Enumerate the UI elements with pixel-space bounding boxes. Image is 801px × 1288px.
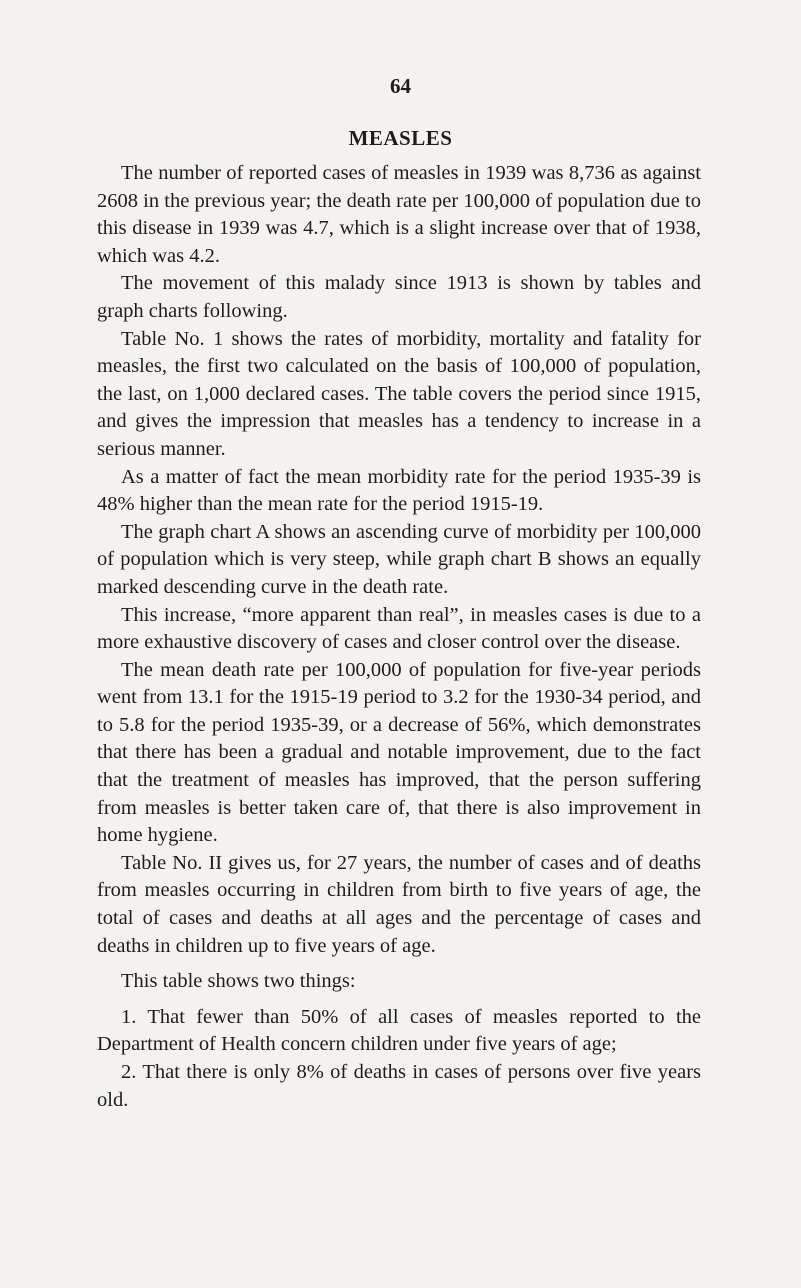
paragraph-graph-charts: The graph chart A shows an ascending curve of morbidity per 100,000 of population which is very steep, while graph chart B shows an equally marked descending curve in the death rate.: [97, 520, 701, 598]
paragraph-table-1: Table No. 1 shows the rates of morbidity, mortality and fatality for measles, the first two calculated on the basis of 100,000 of population, the last, on 1,000 declared cases. The table covers the period since 1915, and gives the impression that measles has a tendency to increase in a serious manner.: [97, 327, 701, 460]
page-title: MEASLES: [348, 126, 453, 150]
paragraph-movement: The movement of this malady since 1913 is shown by tables and graph charts following.: [97, 272, 701, 322]
paragraph-two-things: This table shows two things:: [121, 970, 356, 993]
page-number: 64: [390, 74, 411, 98]
paragraph-table-2: Table No. II gives us, for 27 years, the number of cases and of deaths from measles occurring in children from birth to five years of age, the total of cases and deaths at all ages and the percentage of cases and deaths in children up to five years of age.: [97, 851, 701, 957]
paragraph-mean-death-rate: The mean death rate per 100,000 of population for five-year periods went from 13.1 for the 1915-19 period to 3.2 for the 1930-34 period, and to 5.8 for the period 1935-39, or a decrease of 56%, which demonstrates that there has been a gradual and notable improvement, due to the fact that the treatment of measles has improved, that the person suffering from measles is better taken care of, that there is also improvement in home hygiene.: [97, 658, 701, 847]
paragraph-increase: This increase, “more apparent than real”, in measles cases is due to a more exhaustive discovery of cases and closer control over the disease.: [97, 603, 701, 654]
list-item-2: 2. That there is only 8% of deaths in cases of persons over five years old.: [97, 1061, 701, 1111]
paragraph-reported-cases: The number of reported cases of measles in 1939 was 8,736 as against 2608 in the previous year; the death rate per 100,000 of population due to this disease in 1939 was 4.7, which is a slight increase over that of 1938, which was 4.2.: [97, 162, 701, 267]
list-item-1: 1. That fewer than 50% of all cases of measles reported to the Department of Health concern children under five years of age;: [97, 1005, 701, 1056]
body-text: [97, 160, 701, 1114]
paragraph-mean-morbidity: As a matter of fact the mean morbidity rate for the period 1935-39 is 48% higher than the mean rate for the period 1915-19.: [97, 465, 701, 516]
